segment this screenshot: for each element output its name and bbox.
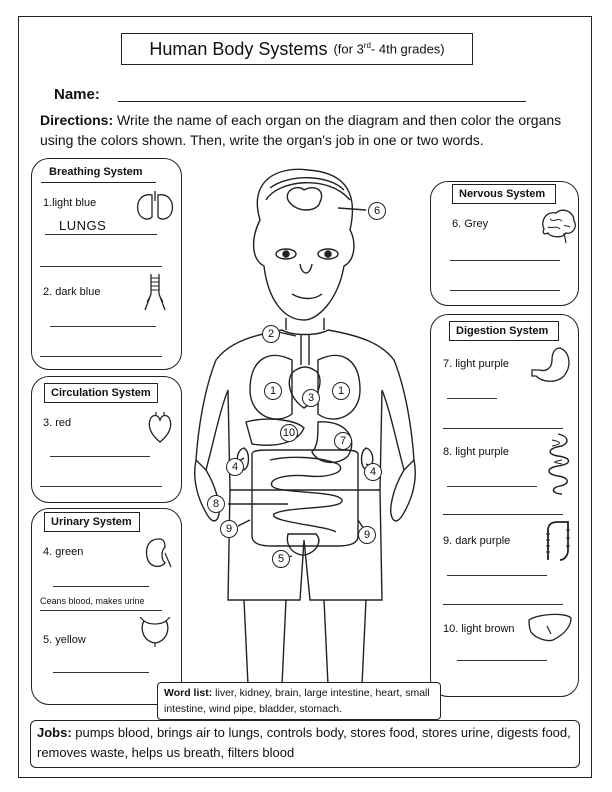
digestion-item9-label: 9. dark purple (443, 535, 511, 547)
answer-line[interactable] (443, 428, 563, 429)
answer-line[interactable] (457, 660, 547, 661)
answer-line[interactable] (447, 398, 497, 399)
digestion-title: Digestion System (449, 321, 559, 341)
diagram-label-1-left: 1 (264, 382, 282, 400)
answer-line[interactable] (40, 486, 162, 487)
page-title (121, 33, 473, 65)
circulation-title: Circulation System (44, 383, 158, 403)
diagram-label-4-left: 4 (226, 458, 244, 476)
diagram-label-3: 3 (302, 389, 320, 407)
diagram-label-6: 6 (368, 202, 386, 220)
title-sub-sup: rd (363, 41, 371, 51)
diagram-label-4-right: 4 (364, 463, 382, 481)
urinary-title: Urinary System (44, 512, 140, 532)
answer-line[interactable] (40, 610, 162, 611)
word-list-text: liver, kidney, brain, large intestine, heart, small intestine, wind pipe, bladder, stomach. (164, 687, 430, 715)
liver-icon (527, 612, 573, 644)
answer-line[interactable] (53, 672, 149, 673)
lungs-icon (134, 191, 176, 223)
directions-text: Write the name of each organ on the diagram and then color the organs using the colors shown. Then, write the organ's job in one or two words. (40, 112, 562, 148)
title-sub-prefix: (for 3 (333, 41, 364, 57)
small-intestine-icon (538, 432, 578, 496)
stomach-icon (530, 346, 574, 386)
urinary-item4-answer[interactable]: Ceans blood, makes urine (40, 596, 145, 606)
answer-line[interactable] (443, 604, 563, 605)
title-main: Human Body Systems (149, 38, 328, 59)
diagram-label-1-right: 1 (332, 382, 350, 400)
breathing-item1-label: 1.light blue (43, 197, 97, 209)
title-sub-suffix: - 4th grades) (370, 41, 445, 57)
answer-line[interactable] (447, 575, 547, 576)
answer-line[interactable] (50, 326, 156, 327)
answer-line[interactable] (53, 586, 149, 587)
urinary-item4-label: 4. green (43, 546, 84, 558)
jobs-label: Jobs: (37, 725, 72, 740)
diagram-label-10: 10 (280, 424, 298, 442)
name-input-line[interactable] (118, 101, 526, 102)
breathing-title: Breathing System (41, 163, 153, 181)
answer-line[interactable] (443, 514, 563, 515)
directions-label: Directions: (40, 112, 114, 128)
word-list-label: Word list: (164, 687, 213, 699)
breathing-item1-answer[interactable]: LUNGS (59, 218, 107, 233)
answer-line[interactable] (40, 266, 162, 267)
answer-line[interactable] (50, 456, 150, 457)
brain-icon (538, 207, 578, 247)
nervous-title: Nervous System (452, 184, 556, 204)
bladder-icon (138, 617, 172, 647)
answer-line[interactable] (450, 290, 560, 291)
digestion-item10-label: 10. light brown (443, 623, 515, 635)
word-list (157, 682, 441, 720)
diagram-label-7: 7 (334, 432, 352, 450)
nervous-item6-label: 6. Grey (452, 218, 489, 230)
digestion-item7-label: 7. light purple (443, 358, 510, 370)
breathing-panel (31, 158, 182, 370)
answer-line[interactable] (450, 260, 560, 261)
diagram-label-8: 8 (207, 495, 225, 513)
urinary-item5-label: 5. yellow (43, 634, 86, 646)
kidney-icon (143, 537, 173, 571)
large-intestine-icon (542, 520, 572, 564)
diagram-label-9-right: 9 (358, 526, 376, 544)
diagram-label-2: 2 (262, 325, 280, 343)
title-sub (333, 41, 444, 56)
diagram-label-9-left: 9 (220, 520, 238, 538)
diagram-label-5: 5 (272, 550, 290, 568)
answer-line[interactable] (45, 234, 157, 235)
heart-icon (146, 412, 174, 444)
answer-line[interactable] (447, 486, 537, 487)
directions (40, 110, 580, 150)
digestion-item8-label: 8. light purple (443, 446, 510, 458)
answer-line[interactable] (40, 356, 162, 357)
breathing-item2-label: 2. dark blue (43, 286, 101, 298)
name-label: Name: (54, 86, 100, 103)
windpipe-icon (143, 272, 167, 312)
breathing-title-underline (41, 182, 156, 183)
body-diagram (188, 160, 420, 690)
circulation-item3-label: 3. red (43, 417, 72, 429)
jobs-text: pumps blood, brings air to lungs, controls body, stores food, stores urine, digests food, removes waste, helps us breath, filters blood (37, 725, 571, 760)
jobs-box (30, 720, 580, 768)
